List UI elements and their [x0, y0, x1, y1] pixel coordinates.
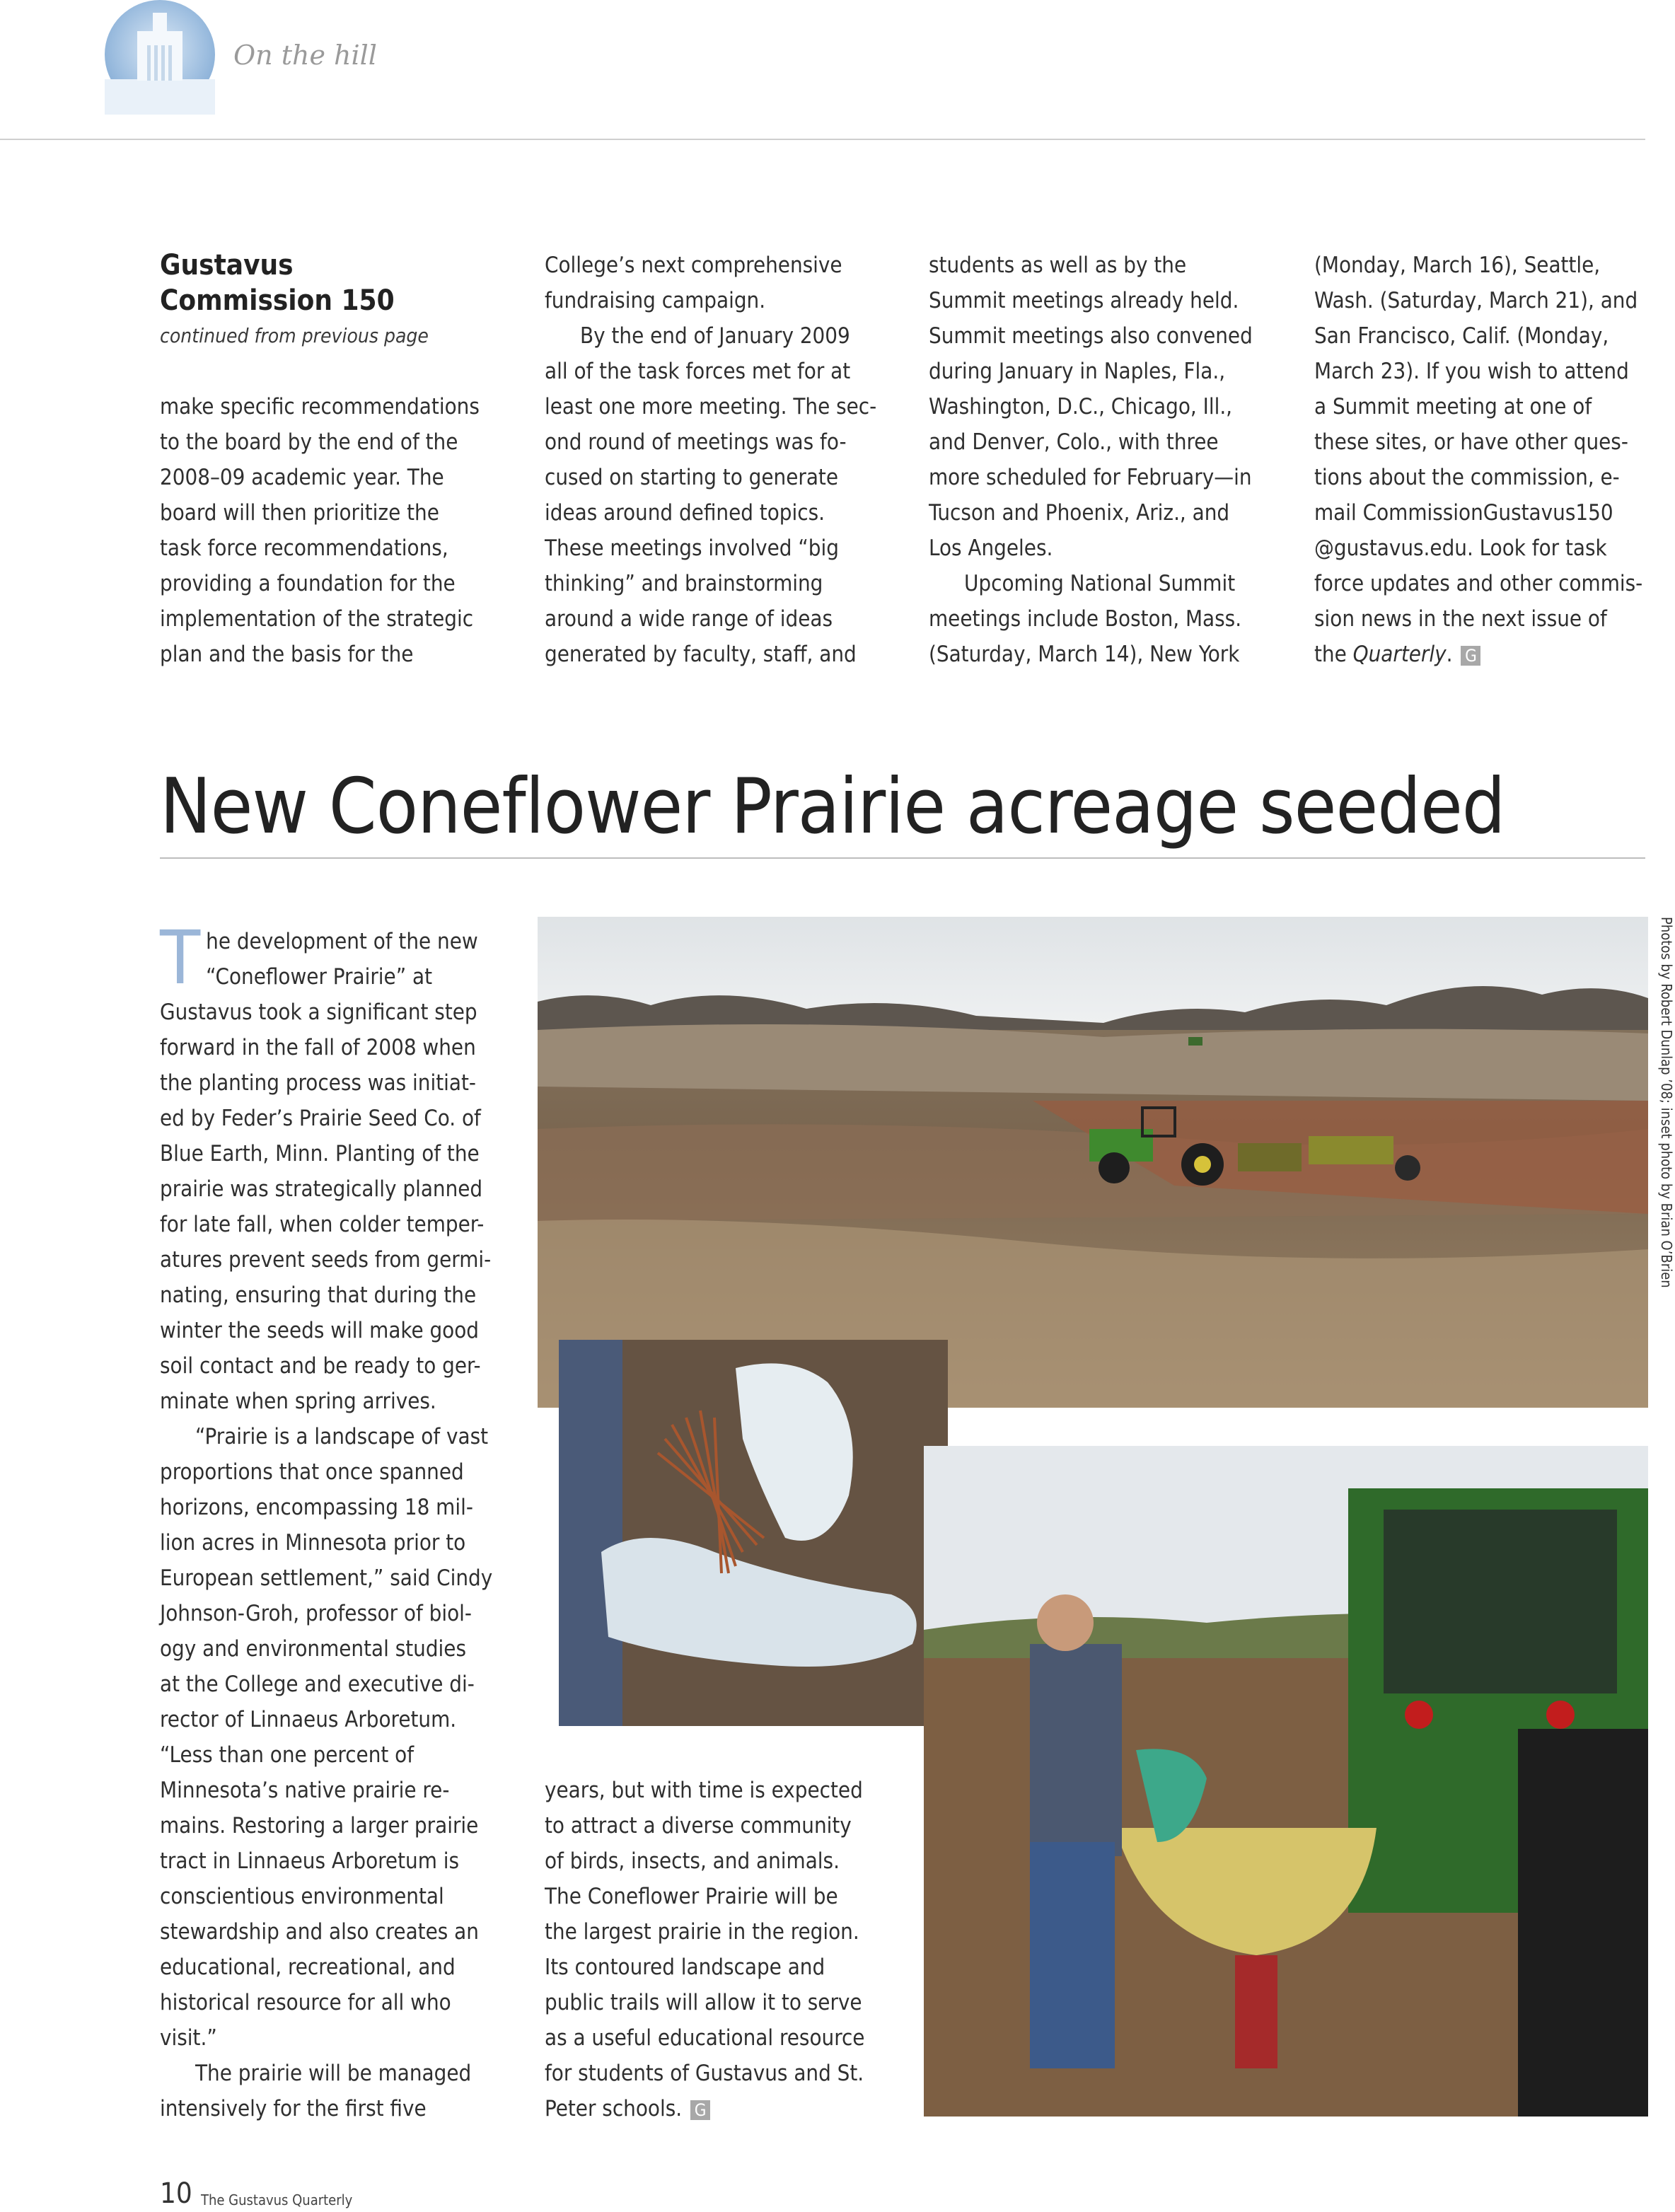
text-line: mail CommissionGustavus150 [1314, 500, 1613, 526]
text-line: generated by faculty, staff, and [545, 642, 857, 667]
commission-column-1 [160, 248, 514, 672]
text-line: stewardship and also creates an [160, 1919, 479, 1945]
text-line: “Less than one percent of [160, 1742, 415, 1768]
text-line: ideas around defined topics. [545, 500, 825, 526]
text-line: force updates and other commis- [1314, 571, 1643, 596]
text-line: March 23). If you wish to attend [1314, 359, 1629, 384]
text-line: Its contoured landscape and [545, 1955, 825, 1980]
header-divider [0, 139, 1645, 140]
text-line: Blue Earth, Minn. Planting of the [160, 1141, 480, 1166]
text-line: of birds, insects, and animals. [545, 1848, 840, 1874]
text-line: thinking” and brainstorming [545, 571, 823, 596]
article-column-2 [545, 1773, 912, 2126]
text-line: board will then prioritize the [160, 500, 439, 526]
text-line: he development of the new [206, 929, 478, 954]
photo-credit: Photos by Robert Dunlap ’08; inset photo by Brian O’Brien [1658, 917, 1675, 1288]
text-line: (Monday, March 16), Seattle, [1314, 253, 1601, 278]
text-line: the planting process was initiat- [160, 1070, 476, 1096]
text-line: a Summit meeting at one of [1314, 394, 1592, 419]
text-line: Washington, D.C., Chicago, Ill., [929, 394, 1233, 419]
text-line: The prairie will be managed [195, 2061, 472, 2086]
text-line: (Saturday, March 14), New York [929, 642, 1240, 667]
commission-column-3 [929, 248, 1297, 672]
article-headline: New Coneflower Prairie acreage seeded [160, 763, 1505, 851]
text-line: @gustavus.edu. Look for task [1314, 535, 1607, 561]
text-line: for late fall, when colder temper- [160, 1212, 485, 1237]
text-line: as a useful educational resource [545, 2025, 865, 2051]
text-line: historical resource for all who [160, 1990, 451, 2015]
seed-spreader-photo [924, 1446, 1648, 2117]
text-line: public trails will allow it to serve [545, 1990, 862, 2015]
commission-col1-text [160, 389, 514, 672]
text-line: during January in Naples, Fla., [929, 359, 1226, 384]
text-line: Upcoming National Summit [964, 571, 1236, 596]
text-line: to the board by the end of the [160, 429, 458, 455]
text-line: Los Angeles. [929, 535, 1053, 561]
text-line: forward in the fall of 2008 when [160, 1035, 476, 1060]
text-line: mains. Restoring a larger prairie [160, 1813, 479, 1838]
text-line: more scheduled for February—in [929, 465, 1252, 490]
text-line: Wash. (Saturday, March 21), and [1314, 288, 1638, 313]
text-line: By the end of January 2009 [580, 323, 850, 349]
text-line: cused on starting to generate [545, 465, 839, 490]
text-line: meetings include Boston, Mass. [929, 606, 1242, 632]
end-mark-icon: G [690, 2100, 710, 2120]
commission-column-2 [545, 248, 898, 672]
text-line: to attract a diverse community [545, 1813, 852, 1838]
page-number: 10 [160, 2177, 192, 2210]
text-line: Peter schools. G [545, 2091, 912, 2126]
text-line: European settlement,” said Cindy [160, 1565, 493, 1591]
text-line: nating, ensuring that during the [160, 1282, 477, 1308]
text-line: ond round of meetings was fo- [545, 429, 847, 455]
text-line: and Denver, Colo., with three [929, 429, 1219, 455]
commission-title-line-2: Commission 150 [160, 284, 395, 317]
text-line: The Coneflower Prairie will be [545, 1884, 838, 1909]
text-line: intensively for the first five [160, 2096, 427, 2121]
text-line: implementation of the strategic [160, 606, 474, 632]
text-line: proportions that once spanned [160, 1459, 464, 1485]
drop-cap: T [160, 915, 201, 1001]
commission-title-line-1: Gustavus [160, 249, 294, 282]
commission-last-line: the Quarterly. G [1314, 637, 1647, 672]
text-line: tions about the commission, e- [1314, 465, 1620, 490]
text-line: Johnson-Groh, professor of biol- [160, 1601, 472, 1626]
text-line: ed by Feder’s Prairie Seed Co. of [160, 1106, 481, 1131]
commission-column-4 [1314, 248, 1647, 672]
continued-note: continued from previous page [160, 324, 429, 347]
seeds-in-gloved-hands-photo [559, 1340, 948, 1726]
text-line: conscientious environmental [160, 1884, 444, 1909]
text-line: the largest prairie in the region. [545, 1919, 859, 1945]
text-line: Gustavus took a significant step [160, 1000, 477, 1025]
text-line: San Francisco, Calif. (Monday, [1314, 323, 1609, 349]
text-line: visit.” [160, 2025, 217, 2051]
prairie-field-photo [538, 917, 1648, 1408]
headline-divider [160, 857, 1645, 859]
text-line: rector of Linnaeus Arboretum. [160, 1707, 457, 1732]
text-line: College’s next comprehensive [545, 253, 842, 278]
text-line: minate when spring arrives. [160, 1389, 436, 1414]
text-line: years, but with time is expected [545, 1778, 863, 1803]
section-label: On the hill [233, 40, 377, 71]
article-column-1 [160, 915, 514, 2126]
text-line: sion news in the next issue of [1314, 606, 1607, 632]
text-line: plan and the basis for the [160, 642, 414, 667]
text-line: tract in Linnaeus Arboretum is [160, 1848, 459, 1874]
text-line: students as well as by the [929, 253, 1187, 278]
text-line: these sites, or have other ques- [1314, 429, 1628, 455]
text-line: least one more meeting. The sec- [545, 394, 877, 419]
end-mark-icon: G [1461, 646, 1480, 666]
text-line: at the College and executive di- [160, 1672, 475, 1697]
text-line: Summit meetings already held. [929, 288, 1239, 313]
college-seal-logo [105, 0, 215, 109]
text-line: all of the task forces met for at [545, 359, 851, 384]
text-line: “Coneflower Prairie” at [206, 964, 433, 990]
text-line: Tucson and Phoenix, Ariz., and [929, 500, 1230, 526]
text-line: Minnesota’s native prairie re- [160, 1778, 450, 1803]
text-line: ogy and environmental studies [160, 1636, 467, 1662]
text-line: atures prevent seeds from germi- [160, 1247, 492, 1273]
text-line: winter the seeds will make good [160, 1318, 480, 1343]
text-line: These meetings involved “big [545, 535, 839, 561]
text-line: around a wide range of ideas [545, 606, 833, 632]
text-line: for students of Gustavus and St. [545, 2061, 864, 2086]
publication-name: Quarterly [1352, 642, 1447, 667]
text-line: soil contact and be ready to ger- [160, 1353, 481, 1379]
text-line: horizons, encompassing 18 mil- [160, 1495, 473, 1520]
text-line: prairie was strategically planned [160, 1176, 483, 1202]
text-line: “Prairie is a landscape of vast [195, 1424, 489, 1449]
text-line: make specific recommendations [160, 394, 480, 419]
text-line: lion acres in Minnesota prior to [160, 1530, 466, 1556]
text-line: fundraising campaign. [545, 288, 766, 313]
text-line: task force recommendations, [160, 535, 448, 561]
text-line: educational, recreational, and [160, 1955, 456, 1980]
text-line: 2008–09 academic year. The [160, 465, 444, 490]
publication-footer: The Gustavus Quarterly [201, 2191, 353, 2208]
text-line: providing a foundation for the [160, 571, 456, 596]
text-line: Summit meetings also convened [929, 323, 1253, 349]
